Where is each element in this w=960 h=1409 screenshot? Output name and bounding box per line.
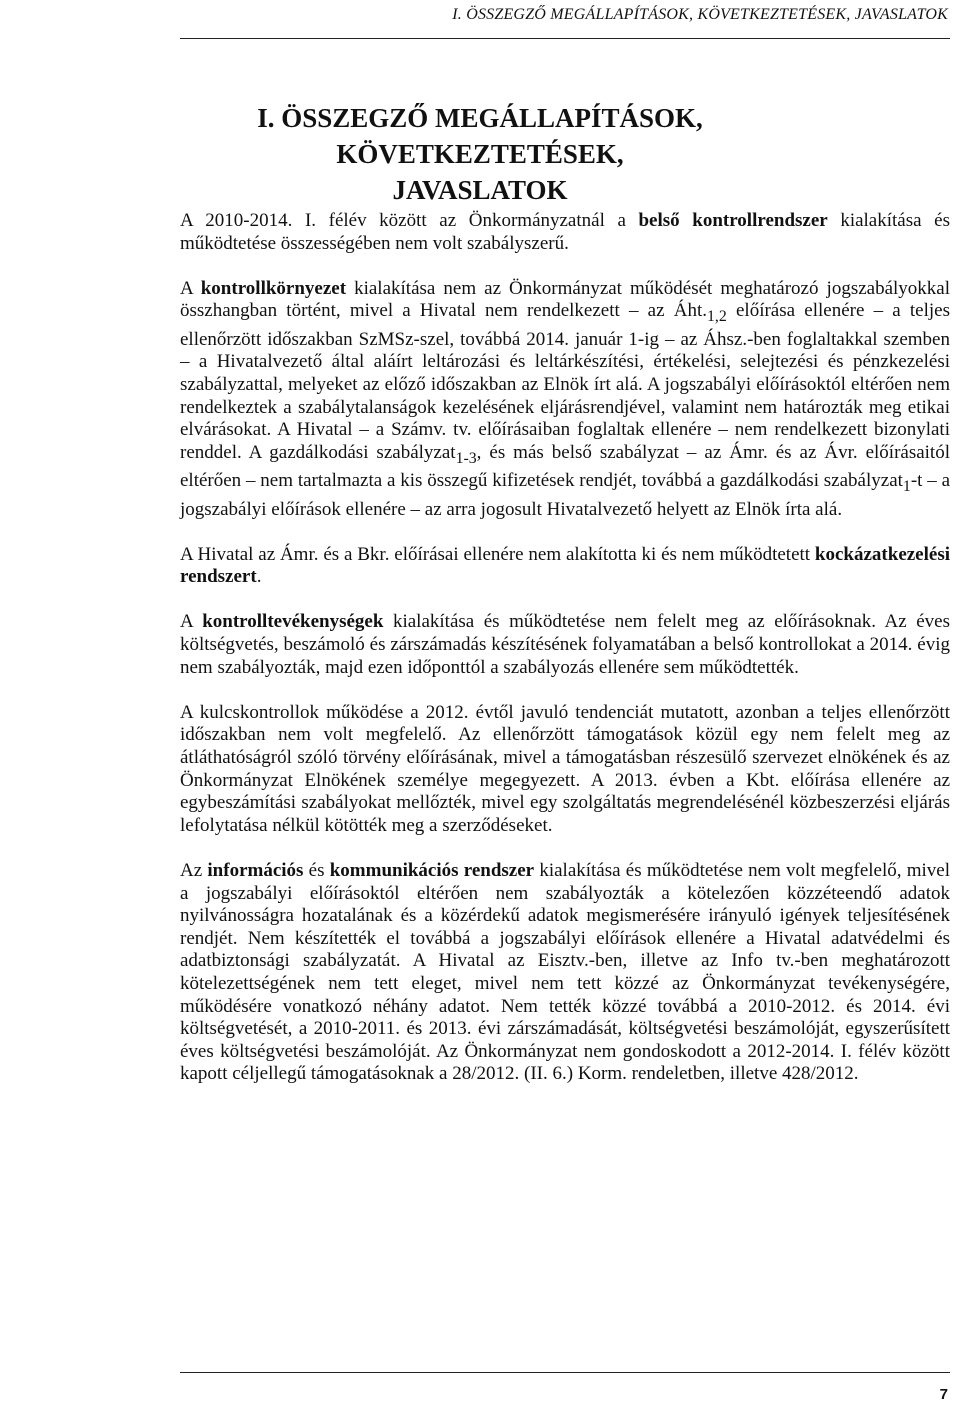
body-text (180, 210, 950, 1109)
paragraph-information-communication (180, 860, 950, 1086)
text: kialakítása és működtetése összességében nem volt szabályszerű. (180, 210, 950, 254)
header-divider (180, 38, 950, 39)
paragraph-key-controls (180, 702, 950, 838)
paragraph-risk-management (180, 544, 950, 589)
bold-term: belső kontrollrendszer (638, 210, 828, 231)
page-title-line-2: JAVASLATOK (392, 175, 568, 205)
subscript: 1 (902, 477, 911, 495)
subscript: 1-3 (455, 449, 477, 467)
paragraph-control-activities (180, 611, 950, 679)
text: A (180, 611, 203, 633)
text: -t – a jogszabályi előírások ellenére – az arra jogosult Hivatalvezető helyett az Elnök írta alá. (180, 470, 950, 520)
bold-term: kommunikációs rendszer (329, 860, 535, 882)
text: és (303, 860, 330, 882)
text: , és más belső szabályzat – az Ámr. és az Ávr. előírásaitól eltérően – nem tartalmazta a kis összegű kifizetések rendjét, továbbá a gazdálkodási szabályzat (180, 441, 950, 492)
text: A 2010-2014. I. félév között az Önkormányzatnál a (180, 210, 639, 231)
paragraph-internal-control-system (180, 210, 950, 255)
bold-term: kontrolltevékenységek (202, 611, 384, 633)
text: kialakítása nem az Önkormányzat működését meghatározó jogszabályokkal összhangban történt, mivel a Hivatal nem rendelkezett – az Áht. (180, 277, 950, 322)
bold-term: kockázatkezelési rendszert (180, 543, 950, 588)
page-title-line-1: I. ÖSSZEGZŐ MEGÁLLAPÍTÁSOK, KÖVETKEZTETÉSEK, (257, 103, 703, 169)
text: A kulcskontrollok működése a 2012. évtől javuló tendenciát mutatott, azonban a teljes ellenőrzött időszakban nem volt megfelelő. Az ellenőrzött támogatások közül egy nem felelt meg az átláthatóságról szóló törvény előírásának, mivel a támogatásban részesülő szervezet elnökének és az Önkormányzat Elnökének személye megegyezett. A 2013. évben a Kbt. előírása ellenére az egybeszámítási szabályokat mellőzték, mivel egy szolgáltatás megrendelésénél közbeszerzési eljárás lefolytatása nélkül kötötték meg a szerződéseket. (180, 701, 950, 836)
text: . (256, 566, 262, 588)
text: kialakítása és működtetése nem volt megfelelő, mivel a jogszabályi előírásoktól eltérően nem szabályozták a kötelezően közzéteendő adatok nyilvánosságra hozatalának és a közérdekű adatok megismerésére irányuló igények teljesítésének rendjét. Nem készítették el továbbá a jogszabályi előírások ellenére a Hivatal adatvédelmi és adatbiztonsági szabályzatát. A Hivatal az Eisztv.-ben, illetve az Info tv.-ben meghatározott kötelezettségének nem tett eleget, mivel nem tett közzé az Önkormányzat tevékenységére, működésére vonatkozó néhány adatot. Nem tették közzé továbbá a 2010-2012. és 2014. évi költségvetését, a 2010-2011. és 2013. évi zárszámadását, költségvetési beszámolóját, egyszerűsített éves költségvetési beszámolóját. Az Önkormányzat nem gondoskodott a 2012-2014. I. félév között kapott céljellegű támogatásoknak a 28/2012. (II. 6.) Korm. rendeletben, illetve 428/2012. (180, 860, 951, 1085)
page-title (150, 100, 810, 208)
footer-divider (180, 1372, 950, 1373)
text: előírása ellenére – a teljes ellenőrzött időszakban SzMSz-szel, továbbá 2014. január 1-ig – az Áhsz.-ben foglaltakkal szemben – a Hivatalvezető által aláírt leltározási és leltárkészítési, értékelési, selejtezési és pénzkezelési szabályzattal, melyeket az előző időszakban az Elnök írt alá. A jogszabályi előírásoktól eltérően nem rendelkeztek a szabálytalanságok kezelésének eljárásrendjével, valamint nem határozták meg etikai elvárásokat. A Hivatal – a Számv. tv. előírásaiban foglaltak ellenére – nem rendelkezett bizonylati renddel. A gazdálkodási szabályzat (180, 300, 951, 463)
text: kialakítása és működtetése nem felelt meg az előírásoknak. Az éves költségvetés, beszámoló és zárszámadás készítésének folyamatában a belső kontrollokat a 2014. évig nem szabályozták, majd ezen időponttól a szabályozás ellenére sem működtették. (180, 611, 950, 678)
subscript: 1,2 (707, 308, 727, 326)
paragraph-control-environment (180, 278, 950, 521)
text: Az (180, 860, 208, 882)
bold-term: kontrollkörnyezet (200, 277, 347, 299)
bold-term: információs (207, 860, 304, 882)
text: A Hivatal az Ámr. és a Bkr. előírásai ellenére nem alakította ki és nem működtetett (180, 543, 815, 565)
text: A (180, 277, 201, 299)
running-header: I. ÖSSZEGZŐ MEGÁLLAPÍTÁSOK, KÖVETKEZTETÉSEK, JAVASLATOK (452, 6, 948, 23)
page-number: 7 (939, 1386, 948, 1403)
